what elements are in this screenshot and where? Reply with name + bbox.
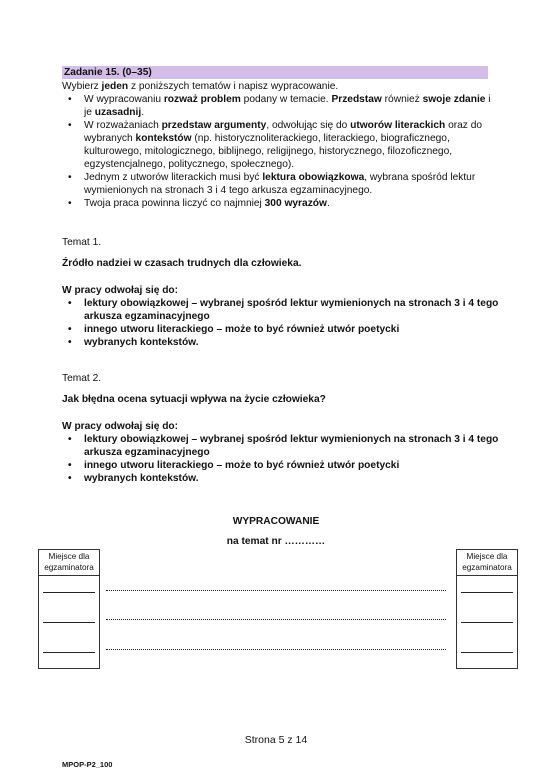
essay-subheading: na temat nr ………… [226,536,326,547]
task-instructions [62,80,492,210]
rules-list [62,93,492,210]
requirement-item: • lektury obowiązkowej – wybranej spośród lektur wymienionych na stronach 3 i 4 tego arkusza egzaminacyjnego [62,433,502,459]
task-label: Zadanie 15. (0–35) [64,67,152,78]
requirement-item: • wybranych kontekstów. [62,472,502,485]
essay-writing-line[interactable] [106,618,446,620]
task-header [62,66,488,79]
topic-title: Jak błędna ocena sytuacji wpływa na życie człowieka? [62,394,326,405]
topic-2 [62,372,502,485]
examiner-box-left [38,549,100,669]
essay-writing-line[interactable] [106,648,446,650]
examiner-score-line[interactable] [43,622,95,623]
rule-item: • Jednym z utworów literackich musi być lektura obowiązkowa, wybrana spośród lektur wymienionych na stronach 3 i 4 tego arkusza egzaminacyjnego. [62,171,492,197]
topic-number: Temat 1. [62,237,102,248]
examiner-box-right [456,549,518,669]
intro-line: Wybierz jeden z poniższych tematów i napisz wypracowanie. [62,81,339,92]
topic-reference-heading: W pracy odwołaj się do: [62,285,179,296]
examiner-score-line[interactable] [43,652,95,653]
requirement-item: • lektury obowiązkowej – wybranej spośród lektur wymienionych na stronach 3 i 4 tego arkusza egzaminacyjnego [62,297,502,323]
examiner-score-line[interactable] [461,652,513,653]
examiner-label: Miejsce dla egzaminatora [39,550,99,576]
examiner-score-line[interactable] [461,622,513,623]
topic-number: Temat 2. [62,373,102,384]
exam-code: MPOP-P2_100 [62,760,113,769]
rule-item: • W rozważaniach przedstaw argumenty, odwołując się do utworów literackich oraz do wybranych kontekstów (np. historycznoliterackiego, literackiego, biograficznego, kulturowego, mitologicznego, biblijnego, religijnego, historycznego, filozoficznego, egzystencjalnego, politycznego, społecznego). [62,119,492,171]
page-number: Strona 5 z 14 [244,734,308,746]
topic-requirements [62,433,502,485]
topic-reference-heading: W pracy odwołaj się do: [62,421,179,432]
rule-item: • Twoja praca powinna liczyć co najmniej 300 wyrazów. [62,197,492,210]
examiner-score-line[interactable] [461,592,513,593]
essay-heading: WYPRACOWANIE [232,516,320,527]
essay-writing-line[interactable] [106,589,446,591]
examiner-label: Miejsce dla egzaminatora [457,550,517,576]
requirement-item: • innego utworu literackiego – może to być również utwór poetycki [62,323,502,336]
topic-1 [62,236,502,349]
topic-title: Źródło nadziei w czasach trudnych dla człowieka. [62,258,302,269]
rule-item: • W wypracowaniu rozważ problem podany w temacie. Przedstaw również swoje zdanie i je uzasadnij. [62,93,492,119]
examiner-score-line[interactable] [43,592,95,593]
topic-requirements [62,297,502,349]
requirement-item: • wybranych kontekstów. [62,336,502,349]
requirement-item: • innego utworu literackiego – może to być również utwór poetycki [62,459,502,472]
